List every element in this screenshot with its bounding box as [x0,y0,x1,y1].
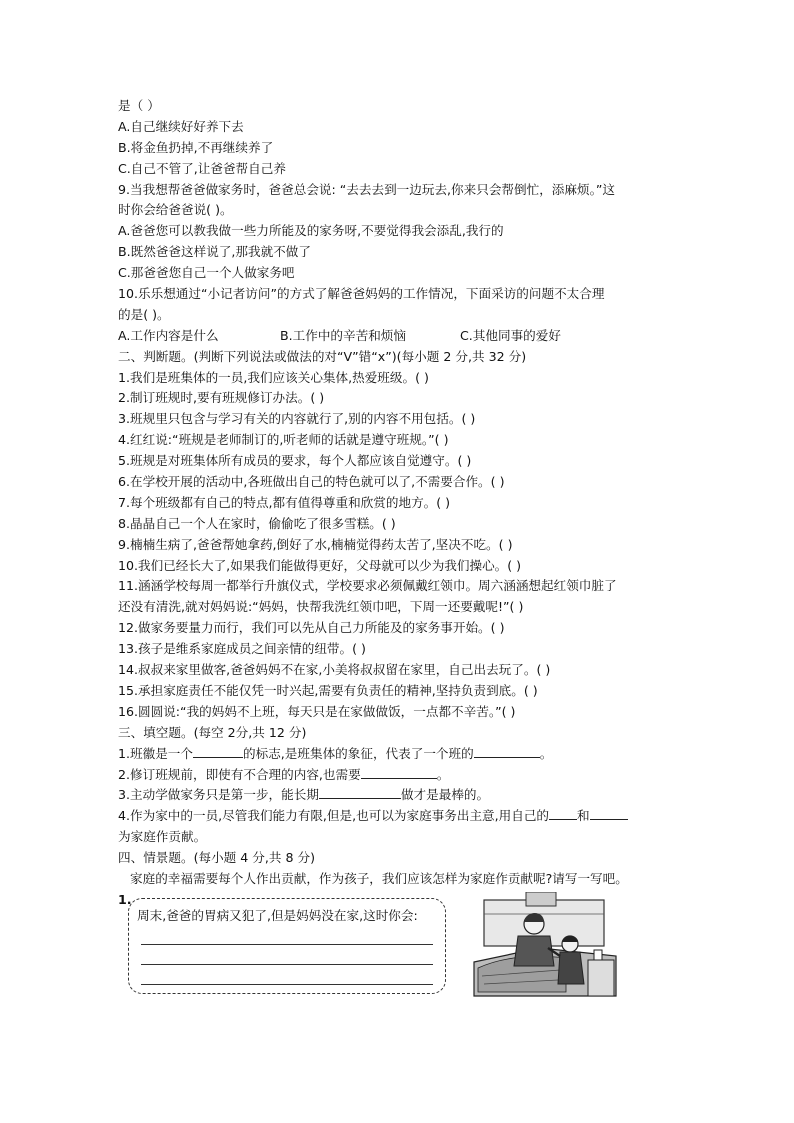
q8-option-c: C.自己不管了,让爸爸帮自己养 [118,160,286,176]
answer-line[interactable] [141,925,433,945]
fill-item-2: 2.修订班规前，即使有不合理的内容,也需要 。 [118,766,450,782]
section3-heading: 三、填空题。(每空 2分,共 12 分) [118,724,307,740]
scenario-1 [118,892,690,1012]
judge-item: 4.红红说:“班规是老师制订的,听老师的话就是遵守班规。”( ) [118,432,449,448]
fill-item-4-line1: 4.作为家中的一员,尽管我们能力有限,但是,也可以为家庭事务出主意,用自己的 和 [118,806,690,827]
q10-option-c: C.其他同事的爱好 [460,327,561,343]
judge-item-11-line1: 11.涵涵学校每周一都举行升旗仪式，学校要求必须佩戴红领巾。周六涵涵想起红领巾脏了 [118,578,617,594]
answer-line[interactable] [141,965,433,985]
q9-option-c: C.那爸爸您自己一个人做家务吧 [118,265,295,281]
section4-intro: 家庭的幸福需要每个人作出贡献，作为孩子，我们应该怎样为家庭作贡献呢?请写一写吧。 [130,870,628,886]
sick-father-illustration [470,892,620,1002]
fill-item-4-line2: 为家庭作贡献。 [118,829,207,845]
fill-blank[interactable] [590,807,628,820]
judge-item: 9.楠楠生病了,爸爸帮她拿药,倒好了水,楠楠觉得药太苦了,坚决不吃。( ) [118,536,513,552]
scenario-prompt: 周末,爸爸的胃病又犯了,但是妈妈没在家,这时你会: [137,907,418,923]
judge-item: 6.在学校开展的活动中,各班做出自己的特色就可以了,不需要合作。( ) [118,474,505,490]
answer-box [128,898,446,994]
fill-blank[interactable] [361,766,437,779]
judge-item: 7.每个班级都有自己的特点,都有值得尊重和欣赏的地方。( ) [118,494,451,510]
fill-blank[interactable] [474,745,540,758]
judge-item: 15.承担家庭责任不能仅凭一时兴起,需要有负责任的精神,坚持负责到底。( ) [118,682,538,698]
exam-page [118,96,690,1012]
q9-stem-line2: 时你会给爸爸说( )。 [118,202,233,218]
judge-item: 3.班规里只包含与学习有关的内容就行了,别的内容不用包括。( ) [118,411,476,427]
q10-stem-line1: 10.乐乐想通过“小记者访问”的方式了解爸爸妈妈的工作情况，下面采访的问题不太合理 [118,286,605,302]
fill-item-1: 1.班徽是一个 的标志,是班集体的象征，代表了一个班的 。 [118,745,553,761]
q9-stem-line1: 9.当我想帮爸爸做家务时，爸爸总会说: “去去去到一边玩去,你来只会帮倒忙，添麻烦。”这 [118,181,615,197]
q8-stem-end: 是（ ） [118,98,160,113]
judge-item: 5.班规是对班集体所有成员的要求，每个人都应该自觉遵守。( ) [118,453,472,469]
section4-heading: 四、情景题。(每小题 4 分,共 8 分) [118,850,315,866]
judge-item-11-line2: 还没有清洗,就对妈妈说:“妈妈，快帮我洗红领巾吧，下周一还要戴呢!”( ) [118,599,524,615]
judge-item: 12.做家务要量力而行，我们可以先从自己力所能及的家务事开始。( ) [118,620,505,636]
answer-line[interactable] [141,945,433,965]
section2-heading: 二、判断题。(判断下列说法或做法的对“V”错“x”)(每小题 2 分,共 32 分) [118,348,527,364]
q9-option-a: A.爸爸您可以教我做一些力所能及的家务呀,不要觉得我会添乱,我行的 [118,223,504,239]
fill-blank[interactable] [193,745,243,758]
judge-item: 2.制订班规时,要有班规修订办法。( ) [118,390,325,406]
fill-blank[interactable] [549,807,577,820]
q9-option-b: B.既然爸爸这样说了,那我就不做了 [118,244,311,260]
fill-item-3: 3.主动学做家务只是第一步，能长期 做才是最棒的。 [118,787,490,803]
q10-options [118,326,690,347]
judge-item: 8.晶晶自己一个人在家时，偷偷吃了很多雪糕。( ) [118,515,396,531]
judge-item: 1.我们是班集体的一员,我们应该关心集体,热爱班级。( ) [118,369,429,385]
judge-item: 16.圆圆说:“我的妈妈不上班，每天只是在家做做饭，一点都不辛苦。”( ) [118,703,516,719]
judge-item: 13.孩子是维系家庭成员之间亲情的纽带。( ) [118,641,366,657]
scenario-number: 1. [118,891,132,907]
q10-option-a: A.工作内容是什么 [118,327,219,343]
q10-option-b: B.工作中的辛苦和烦恼 [280,327,406,343]
judge-item: 10.我们已经长大了,如果我们能做得更好，父母就可以少为我们操心。( ) [118,557,522,573]
judge-item: 14.叔叔来家里做客,爸爸妈妈不在家,小美将叔叔留在家里，自己出去玩了。( ) [118,662,551,678]
q8-option-b: B.将金鱼扔掉,不再继续养了 [118,139,274,155]
q8-option-a: A.自己继续好好养下去 [118,118,244,134]
fill-blank[interactable] [319,786,401,799]
q10-stem-line2: 的是( )。 [118,306,170,322]
